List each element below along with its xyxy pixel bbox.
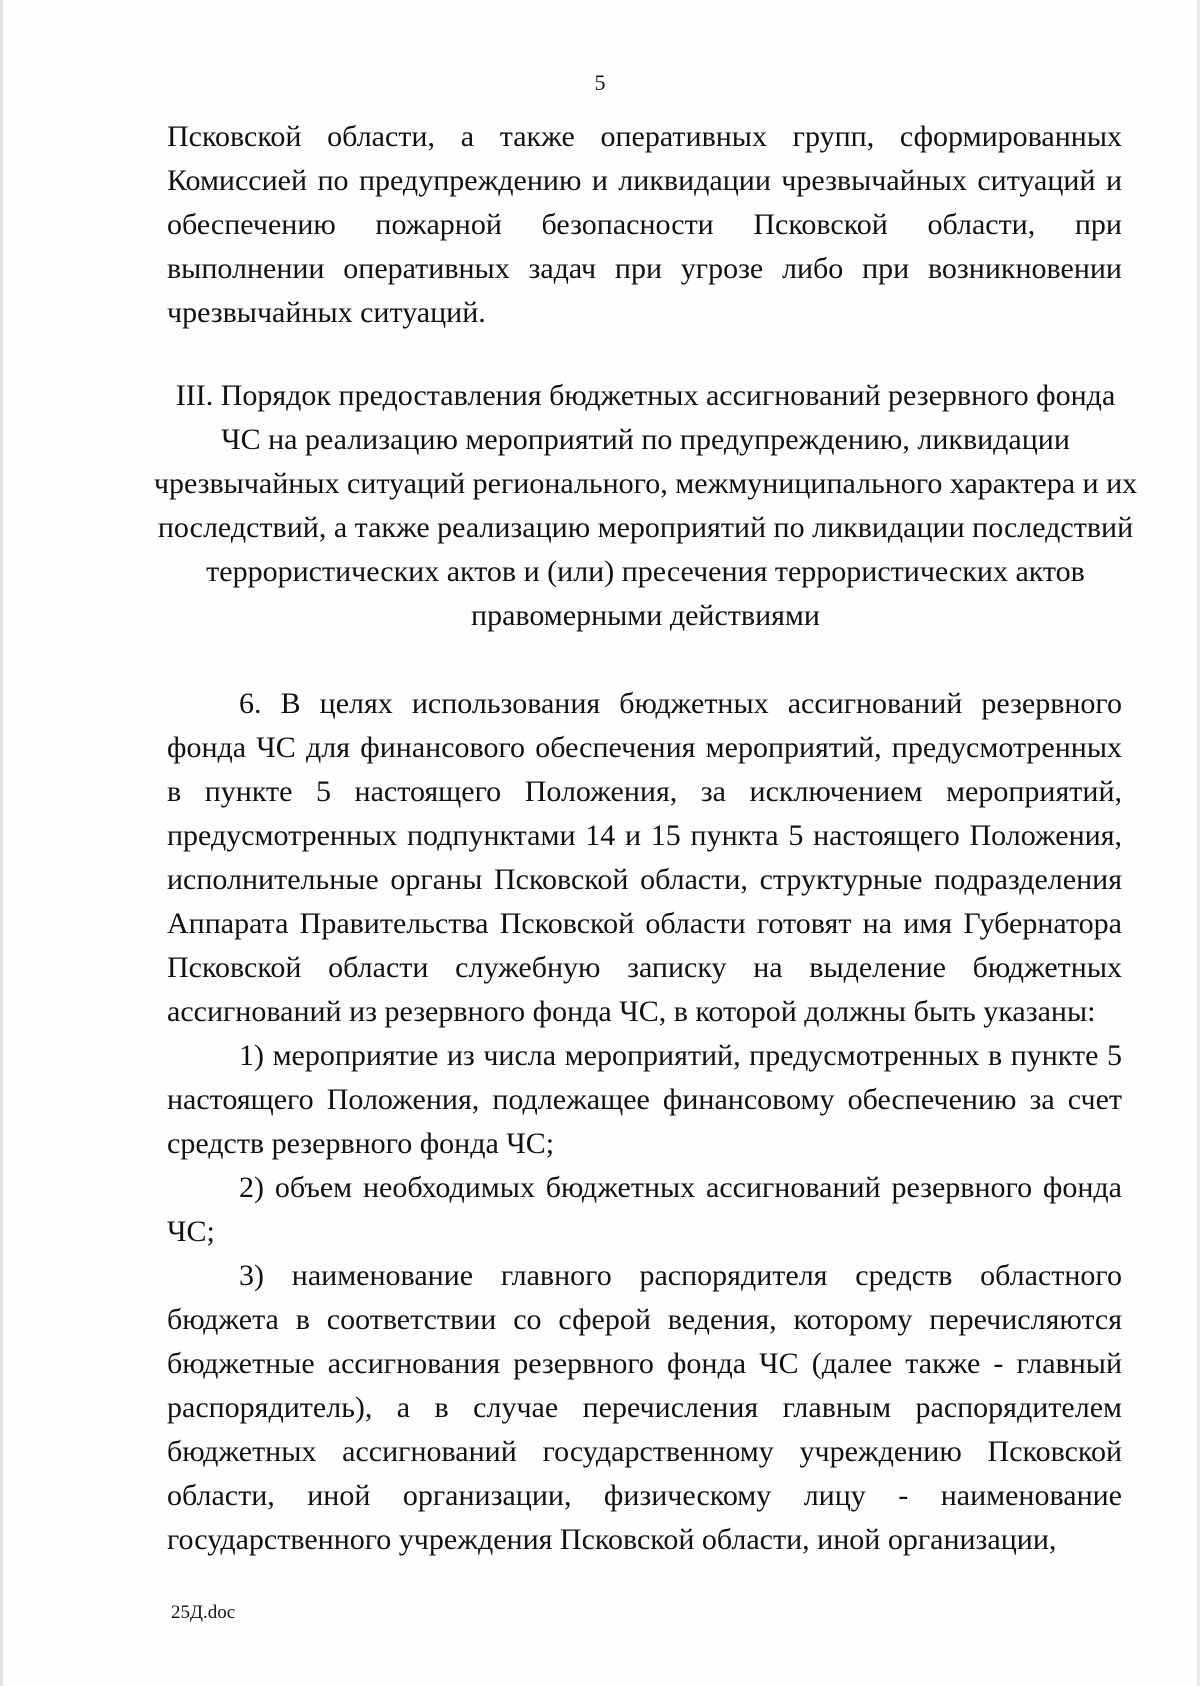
intro-paragraph: Псковской области, а также оперативных групп, сформированных Комиссией по предупреждению и ликвидации чрезвычайных ситуаций и обеспечению пожарной безопасности Псковской области, при выполнении оперативных задач при угрозе либо при возникновении чрезвычайных ситуаций. xyxy=(167,120,1122,329)
list-item-3: 3) наименование главного распорядителя средств областного бюджета в соответствии со сферой ведения, которому перечисляются бюджетные ассигнования резервного фонда ЧС (далее также - главный распорядитель), а в случае перечисления главным распорядителем бюджетных ассигнований государственному учреждению Псковской области, иной организации, физическому лицу - наименование государственного учреждения Псковской области, иной организации, xyxy=(167,1259,1122,1556)
section-heading: III. Порядок предоставления бюджетных ассигнований резервного фонда ЧС на реализацию мероприятий по предупреждению, ликвидации чрезвычайных ситуаций регионального, межмуниципального характера и их последствий, а также реализацию мероприятий по ликвидации последствий террористических актов и (или) пресечения террористических актов правомерными действиями xyxy=(153,379,1138,632)
paragraph-6: 6. В целях использования бюджетных ассигнований резервного фонда ЧС для финансового обеспечения мероприятий, предусмотренных в пункте 5 настоящего Положения, за исключением мероприятий, предусмотренных подпунктами 14 и 15 пункта 5 настоящего Положения, исполнительные органы Псковской области, структурные подразделения Аппарата Правительства Псковской области готовят на имя Губернатора Псковской области служебную записку на выделение бюджетных ассигнований из резервного фонда ЧС, в которой должны быть указаны: xyxy=(167,687,1122,1028)
list-item-1: 1) мероприятие из числа мероприятий, предусмотренных в пункте 5 настоящего Положения, подлежащее финансовому обеспечению за счет средств резервного фонда ЧС; xyxy=(167,1039,1122,1160)
body-text xyxy=(167,682,1122,1562)
footer-filename: 25Д.doc xyxy=(171,1602,236,1623)
list-item-2: 2) объем необходимых бюджетных ассигнований резервного фонда ЧС; xyxy=(167,1171,1122,1248)
page-number: 5 xyxy=(594,70,606,95)
